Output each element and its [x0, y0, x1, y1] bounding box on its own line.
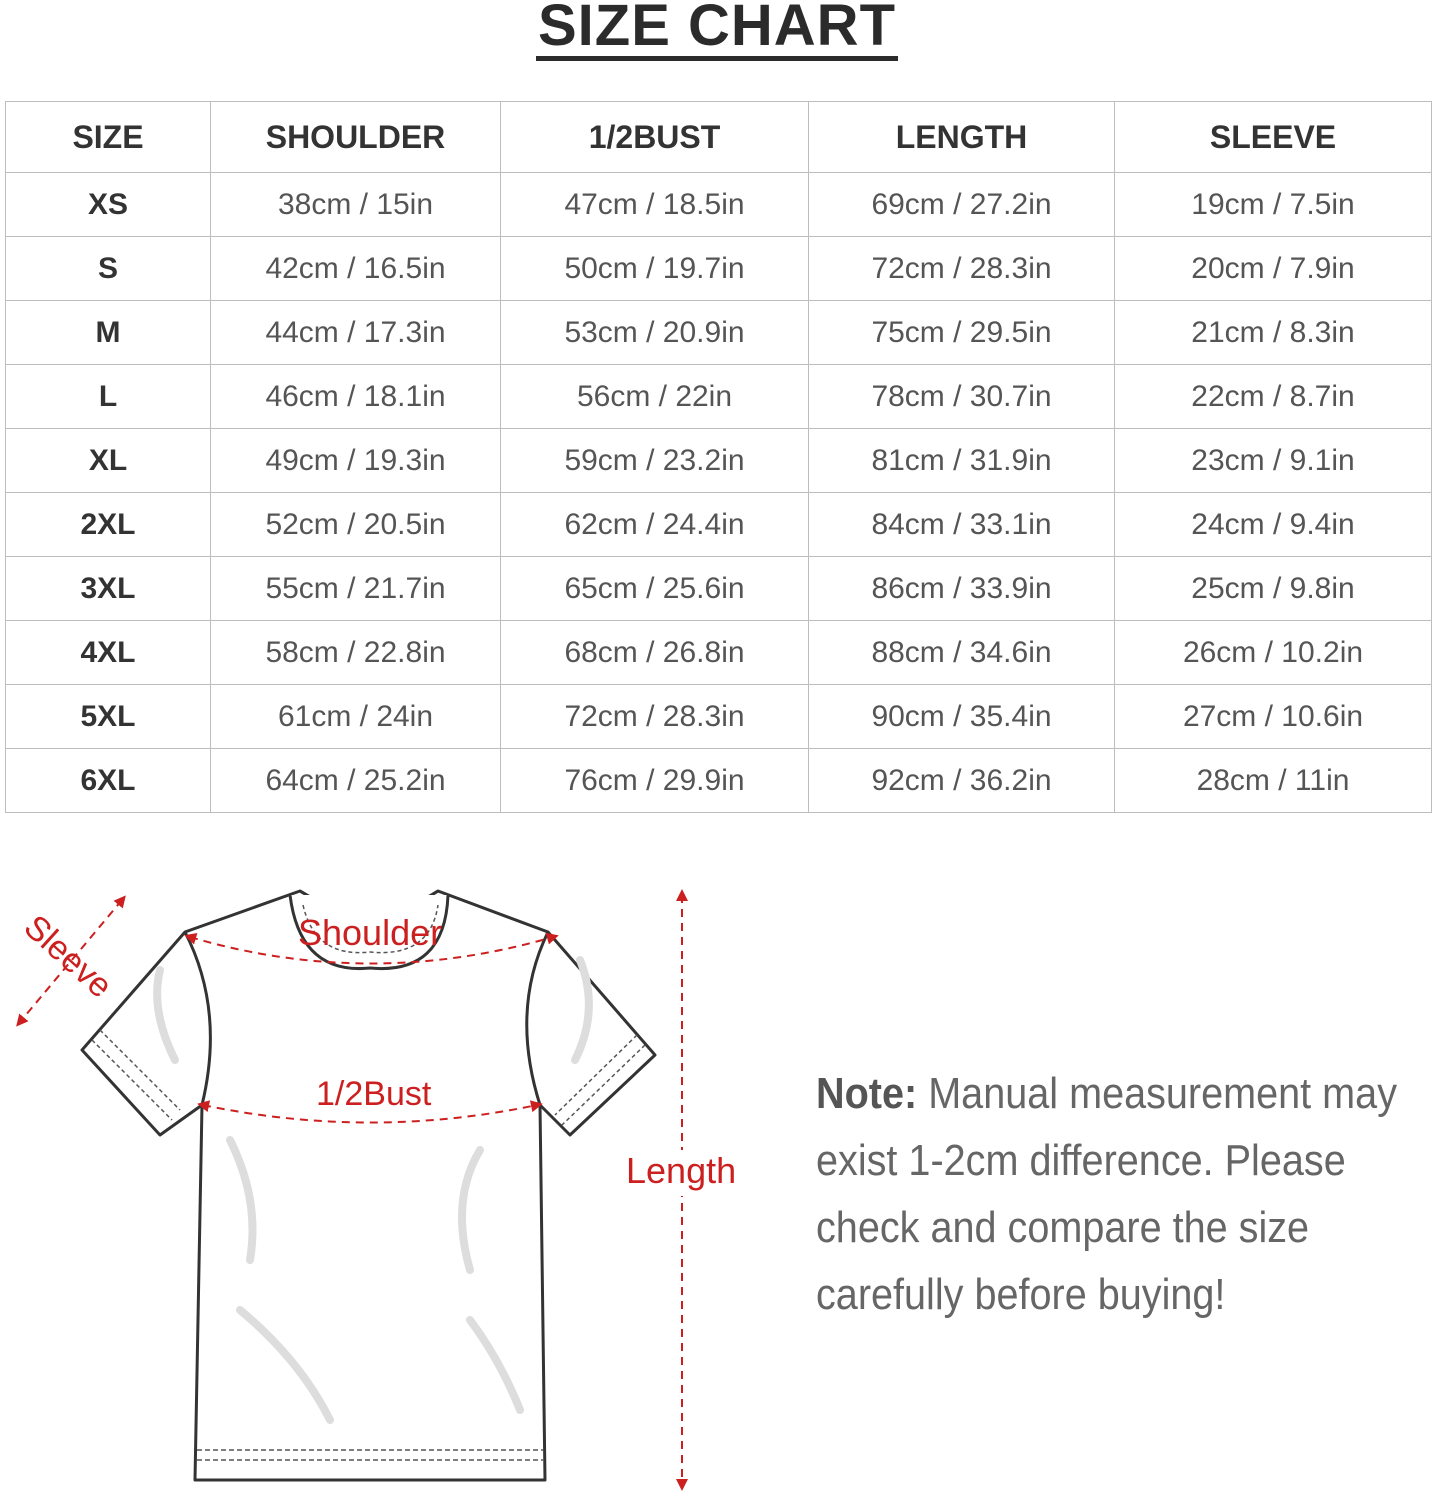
table-row: [6, 749, 1432, 813]
sleeve-label: Sleeve: [16, 907, 120, 1006]
cell-shoulder: 55cm / 21.7in: [211, 557, 501, 621]
cell-sleeve: 22cm / 8.7in: [1115, 365, 1432, 429]
cell-bust: 62cm / 24.4in: [501, 493, 809, 557]
table-header-row: [6, 102, 1432, 173]
cell-sleeve: 28cm / 11in: [1115, 749, 1432, 813]
table-row: [6, 621, 1432, 685]
note-text: Manual measurement may exist 1-2cm difference. Please check and compare the size carefully before buying!: [816, 1069, 1398, 1319]
table-row: [6, 557, 1432, 621]
cell-shoulder: 38cm / 15in: [211, 173, 501, 237]
tshirt-outline: [82, 891, 655, 1480]
cell-shoulder: 52cm / 20.5in: [211, 493, 501, 557]
cell-size: 6XL: [6, 749, 211, 813]
table-row: [6, 173, 1432, 237]
cell-bust: 53cm / 20.9in: [501, 301, 809, 365]
cell-shoulder: 46cm / 18.1in: [211, 365, 501, 429]
cell-bust: 50cm / 19.7in: [501, 237, 809, 301]
cell-size: L: [6, 365, 211, 429]
cell-shoulder: 61cm / 24in: [211, 685, 501, 749]
cell-sleeve: 19cm / 7.5in: [1115, 173, 1432, 237]
table-row: [6, 237, 1432, 301]
size-chart-title: [0, 0, 1434, 61]
cell-size: 4XL: [6, 621, 211, 685]
cell-size: 2XL: [6, 493, 211, 557]
cell-sleeve: 26cm / 10.2in: [1115, 621, 1432, 685]
cell-length: 75cm / 29.5in: [809, 301, 1115, 365]
header-bust: 1/2BUST: [501, 102, 809, 173]
cell-length: 88cm / 34.6in: [809, 621, 1115, 685]
cell-shoulder: 58cm / 22.8in: [211, 621, 501, 685]
cell-sleeve: 27cm / 10.6in: [1115, 685, 1432, 749]
cell-bust: 56cm / 22in: [501, 365, 809, 429]
cell-length: 69cm / 27.2in: [809, 173, 1115, 237]
cell-length: 78cm / 30.7in: [809, 365, 1115, 429]
table-row: [6, 685, 1432, 749]
cell-sleeve: 23cm / 9.1in: [1115, 429, 1432, 493]
cell-size: XS: [6, 173, 211, 237]
length-label: Length: [626, 1150, 737, 1191]
cell-size: XL: [6, 429, 211, 493]
header-shoulder: SHOULDER: [211, 102, 501, 173]
cell-bust: 76cm / 29.9in: [501, 749, 809, 813]
bust-label: 1/2Bust: [316, 1075, 432, 1113]
cell-size: S: [6, 237, 211, 301]
cell-sleeve: 20cm / 7.9in: [1115, 237, 1432, 301]
cell-sleeve: 24cm / 9.4in: [1115, 493, 1432, 557]
cell-sleeve: 25cm / 9.8in: [1115, 557, 1432, 621]
cell-length: 92cm / 36.2in: [809, 749, 1115, 813]
cell-size: 3XL: [6, 557, 211, 621]
cell-bust: 59cm / 23.2in: [501, 429, 809, 493]
cell-length: 81cm / 31.9in: [809, 429, 1115, 493]
cell-shoulder: 64cm / 25.2in: [211, 749, 501, 813]
cell-length: 90cm / 35.4in: [809, 685, 1115, 749]
title-text: SIZE CHART: [536, 0, 898, 61]
cell-shoulder: 42cm / 16.5in: [211, 237, 501, 301]
cell-bust: 65cm / 25.6in: [501, 557, 809, 621]
table-row: [6, 429, 1432, 493]
table-row: [6, 493, 1432, 557]
cell-size: 5XL: [6, 685, 211, 749]
table-row: [6, 301, 1432, 365]
cell-sleeve: 21cm / 8.3in: [1115, 301, 1432, 365]
tshirt-measurement-diagram: [0, 860, 780, 1500]
cell-length: 72cm / 28.3in: [809, 237, 1115, 301]
measurement-note: [816, 1060, 1410, 1328]
size-table: [5, 101, 1432, 813]
cell-bust: 72cm / 28.3in: [501, 685, 809, 749]
cell-length: 86cm / 33.9in: [809, 557, 1115, 621]
cell-length: 84cm / 33.1in: [809, 493, 1115, 557]
cell-bust: 68cm / 26.8in: [501, 621, 809, 685]
cell-bust: 47cm / 18.5in: [501, 173, 809, 237]
table-row: [6, 365, 1432, 429]
cell-shoulder: 44cm / 17.3in: [211, 301, 501, 365]
header-sleeve: SLEEVE: [1115, 102, 1432, 173]
header-length: LENGTH: [809, 102, 1115, 173]
header-size: SIZE: [6, 102, 211, 173]
note-label: Note:: [816, 1069, 918, 1118]
cell-size: M: [6, 301, 211, 365]
cell-shoulder: 49cm / 19.3in: [211, 429, 501, 493]
shoulder-label: Shoulder: [298, 912, 443, 953]
